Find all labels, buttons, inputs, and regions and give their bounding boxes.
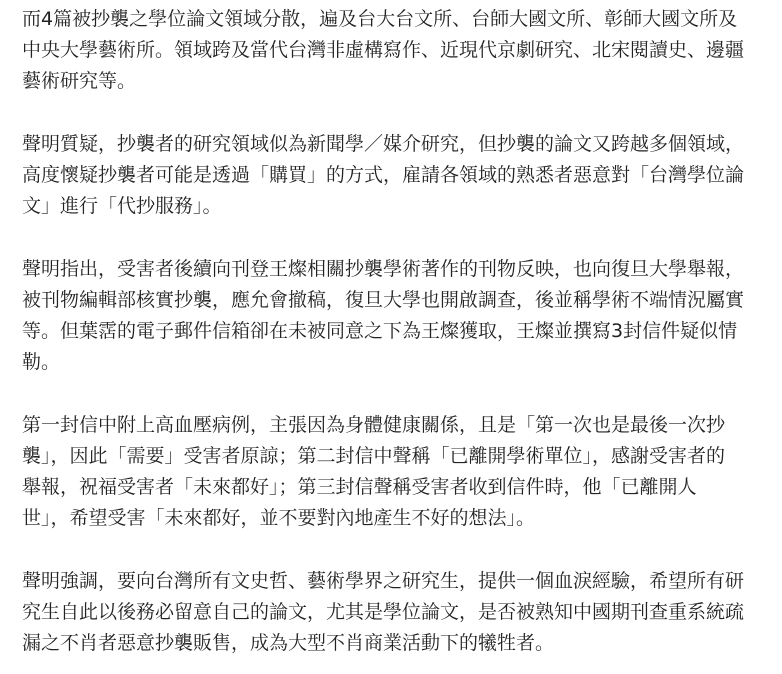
paragraph-line: 文」進行「代抄服務」。 <box>22 195 222 217</box>
paragraph-line: 聲明指出，受害者後續向刊登王燦相關抄襲學術著作的刊物反映，也向復旦大學舉報， <box>22 258 745 280</box>
paragraph-line: 究生自此以後務必留意自己的論文，尤其是學位論文，是否被熟知中國期刊查重系統疏 <box>22 601 745 623</box>
paragraph-line: 藝術研究等。 <box>22 70 137 92</box>
paragraph-line: 而4篇被抄襲之學位論文領域分散，遍及台大台文所、台師大國文所、彰師大國文所及 <box>22 8 738 30</box>
article-body <box>22 4 774 659</box>
paragraph-line: 中央大學藝術所。領域跨及當代台灣非虛構寫作、近現代京劇研究、北宋閱讀史、邊疆 <box>22 39 745 61</box>
paragraph-line: 世」，希望受害「未來都好，並不要對內地產生不好的想法」。 <box>22 507 536 529</box>
paragraph-gap <box>22 222 774 254</box>
paragraph-gap <box>22 378 774 410</box>
paragraph-gap <box>22 534 774 566</box>
paragraph-thesis-fields <box>22 4 774 97</box>
paragraph-line: 高度懷疑抄襲者可能是透過「購買」的方式，雇請各領域的熟悉者惡意對「台灣學位論 <box>22 164 745 186</box>
paragraph-line: 勒。 <box>22 351 61 373</box>
paragraph-line: 等。但葉霑的電子郵件信箱卻在未被同意之下為王燦獲取，王燦並撰寫3封信件疑似情 <box>22 320 738 342</box>
paragraph-letters <box>22 410 774 534</box>
paragraph-line: 漏之不肖者惡意抄襲販售，成為大型不肖商業活動下的犧牲者。 <box>22 632 555 654</box>
paragraph-report <box>22 254 774 378</box>
paragraph-suspicion <box>22 129 774 222</box>
paragraph-gap <box>22 97 774 129</box>
paragraph-line: 被刊物編輯部核實抄襲，應允會撤稿，復旦大學也開啟調查，後並稱學術不端情況屬實 <box>22 289 745 311</box>
paragraph-line: 第一封信中附上高血壓病例，主張因為身體健康關係，且是「第一次也是最後一次抄 <box>22 414 726 436</box>
paragraph-line: 聲明質疑，抄襲者的研究領域似為新聞學／媒介研究，但抄襲的論文又跨越多個領域， <box>22 133 745 155</box>
paragraph-line: 舉報，祝福受害者「未來都好」；第三封信聲稱受害者收到信件時，他「已離開人 <box>22 476 697 498</box>
paragraph-line: 聲明強調，要向台灣所有文史哲、藝術學界之研究生，提供一個血淚經驗，希望所有研 <box>22 570 745 592</box>
paragraph-warning <box>22 566 774 659</box>
paragraph-line: 襲」，因此「需要」受害者原諒；第二封信中聲稱「已離開學術單位」，感謝受害者的 <box>22 445 726 467</box>
